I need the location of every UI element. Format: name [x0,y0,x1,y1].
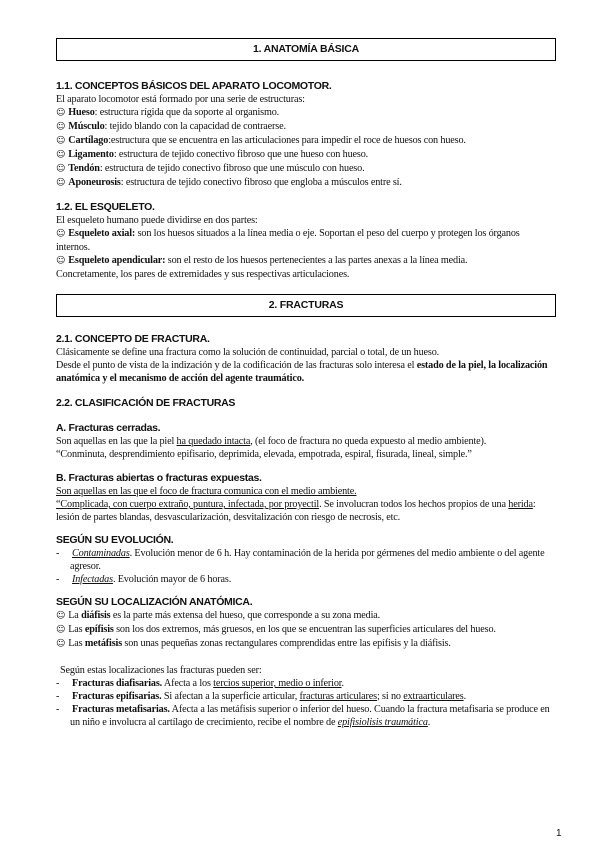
paragraph-intro-locomotor: El aparato locomotor está formado por una serie de estructuras: [56,94,305,105]
paragraph-extremidades: Concretamente, los pares de extremidades y sus respectivas articulaciones. [56,269,350,280]
list-item-epifisis: ☺ Las epífisis son los dos extremos, más gruesos, en los que se encuentran las superficies articulares del hueso. [56,624,496,635]
heading-2-2: 2.2. CLASIFICACIÓN DE FRACTURAS [56,397,236,409]
list-item-tendon: ☺ Tendón: estructura de tejido conectivo fibroso que une músculo con hueso. [56,163,365,174]
smiley-bullet-icon: ☺ [56,136,66,146]
heading-fracturas-cerradas: A. Fracturas cerradas. [56,422,161,434]
heading-segun-localizacion: SEGÚN SU LOCALIZACIÓN ANATÓMICA. [56,596,253,608]
section-header-anatomia: 1. ANATOMÍA BÁSICA [56,38,556,61]
list-item-esqueleto-axial: ☺ Esqueleto axial: son los huesos situados a la línea media o eje. Soportan el peso del cuerpo y protegen los órganos internos. [56,228,520,253]
list-item-epifisarias: - Fracturas epifisarias. Si afectan a la superficie articular, fracturas articulares; si no extraarticulares. [56,691,467,702]
smiley-bullet-icon: ☺ [56,611,66,621]
paragraph-cerradas-def: Son aquellas en las que la piel ha quedado intacta, (el foco de fractura no queda expuesto al medio ambiente). [56,436,487,447]
smiley-bullet-icon: ☺ [56,150,66,160]
heading-1-2: 1.2. EL ESQUELETO. [56,201,155,213]
paragraph-abiertas-tipos: “Complicada, con cuerpo extraño, puntura, infectada, por proyectil. Se involucran todos los hechos propios de una herida: lesión de partes blandas, desvascularización, desvitalización con riesgo de necrosis, etc. [56,499,536,523]
paragraph-abiertas-def: Son aquellas en las que el foco de fractura comunica con el medio ambiente. [56,486,357,497]
smiley-bullet-icon: ☺ [56,229,66,239]
smiley-bullet-icon: ☺ [56,178,66,188]
heading-2-1: 2.1. CONCEPTO DE FRACTURA. [56,333,210,345]
heading-1-1: 1.1. CONCEPTOS BÁSICOS DEL APARATO LOCOMOTOR. [56,80,332,92]
smiley-bullet-icon: ☺ [56,256,66,266]
list-item-ligamento: ☺ Ligamento: estructura de tejido conectivo fibroso que une hueso con hueso. [56,149,369,160]
list-item-aponeurosis: ☺ Aponeurosis: estructura de tejido conectivo fibroso que engloba a músculos entre sí. [56,177,402,188]
list-item-metafisis: ☺ Las metáfisis son unas pequeñas zonas rectangulares comprendidas entre las epífisis y la diáfisis. [56,638,451,649]
list-item-infectadas: - Infectadas. Evolución mayor de 6 horas. [56,574,232,585]
paragraph-indizacion: Desde el punto de vista de la indización y de la codificación de las fracturas solo interesa el estado de la piel, la localización anatómica y el mecanismo de acción del agente traumático. [56,360,548,384]
list-item-hueso: ☺ Hueso: estructura rígida que da soporte al organismo. [56,107,280,118]
list-item-contaminadas: - Contaminadas. Evolución menor de 6 h. Hay contaminación de la herida por gérmenes del medio ambiente o del agente agresor. [56,548,545,572]
document-page [56,38,556,729]
list-item-diafisis: ☺ La diáfisis es la parte más extensa del hueso, que corresponde a su zona media. [56,610,381,621]
smiley-bullet-icon: ☺ [56,108,66,118]
paragraph-definicion-fractura: Clásicamente se define una fractura como la solución de continuidad, parcial o total, de un hueso. [56,347,440,358]
list-item-cartilago: ☺ Cartílago:estructura que se encuentra en las articulaciones para impedir el roce de huesos con hueso. [56,135,466,146]
list-item-esqueleto-apendicular: ☺ Esqueleto apendicular: son el resto de los huesos pertenecientes a las partes anexas a la línea media. [56,255,468,266]
smiley-bullet-icon: ☺ [56,122,66,132]
smiley-bullet-icon: ☺ [56,164,66,174]
list-item-metafisarias: - Fracturas metafisarias. Afecta a las metáfisis superior o inferior del hueso. Cuando la fractura metafisaria se produce en un niño e involucra al cartílago de crecimiento, recibe el nombre de epifisiolisis traumática. [56,704,550,728]
smiley-bullet-icon: ☺ [56,639,66,649]
page-number: 1 [556,828,562,839]
paragraph-segun-localizaciones: Según estas localizaciones las fracturas pueden ser: [60,665,262,676]
section-header-fracturas: 2. FRACTURAS [56,294,556,317]
list-item-musculo: ☺ Músculo: tejido blando con la capacidad de contraerse. [56,121,286,132]
paragraph-cerradas-tipos: “Conminuta, desprendimiento epifisario, deprimida, elevada, empotrada, espiral, fisurada, lineal, simple.” [56,449,472,460]
smiley-bullet-icon: ☺ [56,625,66,635]
paragraph-intro-esqueleto: El esqueleto humano puede dividirse en dos partes: [56,215,258,226]
list-item-diafisarias: - Fracturas diafisarias. Afecta a los tercios superior, medio o inferior. [56,678,344,689]
heading-fracturas-abiertas: B. Fracturas abiertas o fracturas expuestas. [56,472,262,484]
heading-segun-evolucion: SEGÚN SU EVOLUCIÓN. [56,534,174,546]
